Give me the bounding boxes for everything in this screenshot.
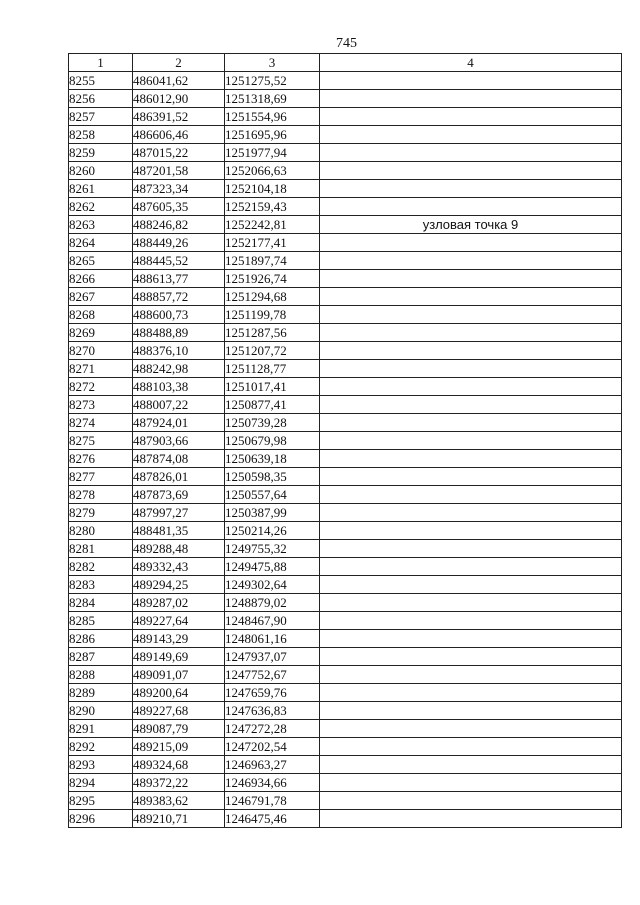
x-coordinate-cell: 487924,01 — [133, 414, 225, 432]
table-row — [69, 270, 622, 288]
y-coordinate-cell: 1248467,90 — [225, 612, 320, 630]
table-row — [69, 342, 622, 360]
y-coordinate-cell: 1246475,46 — [225, 810, 320, 828]
x-coordinate-cell: 488449,26 — [133, 234, 225, 252]
x-coordinate-cell: 487605,35 — [133, 198, 225, 216]
note-cell — [320, 198, 622, 216]
point-number-cell: 8273 — [69, 396, 133, 414]
table-row — [69, 594, 622, 612]
x-coordinate-cell: 489227,68 — [133, 702, 225, 720]
x-coordinate-cell: 488007,22 — [133, 396, 225, 414]
x-coordinate-cell: 489091,07 — [133, 666, 225, 684]
note-cell — [320, 666, 622, 684]
point-number-cell: 8259 — [69, 144, 133, 162]
note-cell — [320, 792, 622, 810]
table-header-row — [69, 54, 622, 72]
table-row — [69, 432, 622, 450]
table-row — [69, 252, 622, 270]
note-cell — [320, 342, 622, 360]
note-cell — [320, 162, 622, 180]
note-cell — [320, 144, 622, 162]
point-number-cell: 8260 — [69, 162, 133, 180]
point-number-cell: 8295 — [69, 792, 133, 810]
table-row — [69, 324, 622, 342]
note-cell — [320, 504, 622, 522]
x-coordinate-cell: 488376,10 — [133, 342, 225, 360]
y-coordinate-cell: 1251294,68 — [225, 288, 320, 306]
table-row — [69, 360, 622, 378]
x-coordinate-cell: 489332,43 — [133, 558, 225, 576]
x-coordinate-cell: 488103,38 — [133, 378, 225, 396]
y-coordinate-cell: 1251017,41 — [225, 378, 320, 396]
table-row — [69, 666, 622, 684]
point-number-cell: 8277 — [69, 468, 133, 486]
x-coordinate-cell: 487826,01 — [133, 468, 225, 486]
x-coordinate-cell: 489287,02 — [133, 594, 225, 612]
table-row — [69, 396, 622, 414]
y-coordinate-cell: 1249755,32 — [225, 540, 320, 558]
y-coordinate-cell: 1250387,99 — [225, 504, 320, 522]
point-number-cell: 8267 — [69, 288, 133, 306]
point-number-cell: 8284 — [69, 594, 133, 612]
x-coordinate-cell: 488488,89 — [133, 324, 225, 342]
y-coordinate-cell: 1249475,88 — [225, 558, 320, 576]
x-coordinate-cell: 487201,58 — [133, 162, 225, 180]
y-coordinate-cell: 1247659,76 — [225, 684, 320, 702]
note-cell — [320, 270, 622, 288]
note-cell — [320, 252, 622, 270]
x-coordinate-cell: 489215,09 — [133, 738, 225, 756]
y-coordinate-cell: 1250679,98 — [225, 432, 320, 450]
table-row — [69, 810, 622, 828]
x-coordinate-cell: 487903,66 — [133, 432, 225, 450]
point-number-cell: 8281 — [69, 540, 133, 558]
y-coordinate-cell: 1251128,77 — [225, 360, 320, 378]
note-cell — [320, 396, 622, 414]
note-cell — [320, 594, 622, 612]
note-cell — [320, 378, 622, 396]
y-coordinate-cell: 1251695,96 — [225, 126, 320, 144]
note-cell — [320, 648, 622, 666]
table-row — [69, 576, 622, 594]
table-row — [69, 684, 622, 702]
y-coordinate-cell: 1251977,94 — [225, 144, 320, 162]
y-coordinate-cell: 1247272,28 — [225, 720, 320, 738]
table-row — [69, 720, 622, 738]
note-cell — [320, 486, 622, 504]
point-number-cell: 8271 — [69, 360, 133, 378]
table-row — [69, 450, 622, 468]
table-row — [69, 108, 622, 126]
table-row — [69, 756, 622, 774]
table-row — [69, 774, 622, 792]
point-number-cell: 8268 — [69, 306, 133, 324]
table-row — [69, 378, 622, 396]
y-coordinate-cell: 1246791,78 — [225, 792, 320, 810]
note-cell — [320, 72, 622, 90]
x-coordinate-cell: 488600,73 — [133, 306, 225, 324]
note-cell — [320, 702, 622, 720]
point-number-cell: 8279 — [69, 504, 133, 522]
table-body — [69, 72, 622, 828]
y-coordinate-cell: 1250639,18 — [225, 450, 320, 468]
note-cell — [320, 756, 622, 774]
point-number-cell: 8296 — [69, 810, 133, 828]
table-row — [69, 486, 622, 504]
table-row — [69, 612, 622, 630]
point-number-cell: 8283 — [69, 576, 133, 594]
table-row — [69, 522, 622, 540]
x-coordinate-cell: 488857,72 — [133, 288, 225, 306]
point-number-cell: 8262 — [69, 198, 133, 216]
x-coordinate-cell: 489324,68 — [133, 756, 225, 774]
x-coordinate-cell: 489143,29 — [133, 630, 225, 648]
point-number-cell: 8280 — [69, 522, 133, 540]
table-row — [69, 792, 622, 810]
x-coordinate-cell: 489383,62 — [133, 792, 225, 810]
point-number-cell: 8258 — [69, 126, 133, 144]
note-cell — [320, 540, 622, 558]
point-number-cell: 8265 — [69, 252, 133, 270]
table-row — [69, 216, 622, 234]
x-coordinate-cell: 488481,35 — [133, 522, 225, 540]
note-cell — [320, 126, 622, 144]
x-coordinate-cell: 487874,08 — [133, 450, 225, 468]
point-number-cell: 8263 — [69, 216, 133, 234]
point-number-cell: 8272 — [69, 378, 133, 396]
column-header-y: 3 — [225, 54, 320, 72]
note-cell — [320, 234, 622, 252]
note-cell — [320, 180, 622, 198]
y-coordinate-cell: 1246934,66 — [225, 774, 320, 792]
y-coordinate-cell: 1252159,43 — [225, 198, 320, 216]
y-coordinate-cell: 1251926,74 — [225, 270, 320, 288]
y-coordinate-cell: 1247937,07 — [225, 648, 320, 666]
x-coordinate-cell: 488246,82 — [133, 216, 225, 234]
table-row — [69, 630, 622, 648]
point-number-cell: 8289 — [69, 684, 133, 702]
y-coordinate-cell: 1250557,64 — [225, 486, 320, 504]
table-row — [69, 72, 622, 90]
point-number-cell: 8264 — [69, 234, 133, 252]
y-coordinate-cell: 1252242,81 — [225, 216, 320, 234]
table-row — [69, 198, 622, 216]
table-row — [69, 540, 622, 558]
y-coordinate-cell: 1252066,63 — [225, 162, 320, 180]
point-number-cell: 8292 — [69, 738, 133, 756]
y-coordinate-cell: 1251275,52 — [225, 72, 320, 90]
note-cell — [320, 468, 622, 486]
y-coordinate-cell: 1247202,54 — [225, 738, 320, 756]
point-number-cell: 8294 — [69, 774, 133, 792]
y-coordinate-cell: 1246963,27 — [225, 756, 320, 774]
point-number-cell: 8288 — [69, 666, 133, 684]
x-coordinate-cell: 489294,25 — [133, 576, 225, 594]
note-cell — [320, 738, 622, 756]
y-coordinate-cell: 1251207,72 — [225, 342, 320, 360]
point-number-cell: 8275 — [69, 432, 133, 450]
y-coordinate-cell: 1249302,64 — [225, 576, 320, 594]
point-number-cell: 8266 — [69, 270, 133, 288]
note-cell — [320, 306, 622, 324]
point-number-cell: 8257 — [69, 108, 133, 126]
note-cell — [320, 414, 622, 432]
table-row — [69, 126, 622, 144]
x-coordinate-cell: 486391,52 — [133, 108, 225, 126]
point-number-cell: 8255 — [69, 72, 133, 90]
table-row — [69, 90, 622, 108]
y-coordinate-cell: 1247752,67 — [225, 666, 320, 684]
column-header-note: 4 — [320, 54, 622, 72]
y-coordinate-cell: 1250598,35 — [225, 468, 320, 486]
table-row — [69, 306, 622, 324]
y-coordinate-cell: 1250877,41 — [225, 396, 320, 414]
coordinates-table — [68, 53, 622, 828]
table-row — [69, 414, 622, 432]
note-cell — [320, 324, 622, 342]
point-number-cell: 8287 — [69, 648, 133, 666]
point-number-cell: 8293 — [69, 756, 133, 774]
x-coordinate-cell: 488445,52 — [133, 252, 225, 270]
x-coordinate-cell: 489227,64 — [133, 612, 225, 630]
note-cell — [320, 684, 622, 702]
point-number-cell: 8274 — [69, 414, 133, 432]
table-row — [69, 144, 622, 162]
note-cell — [320, 612, 622, 630]
note-cell — [320, 558, 622, 576]
note-cell — [320, 288, 622, 306]
y-coordinate-cell: 1247636,83 — [225, 702, 320, 720]
point-number-cell: 8286 — [69, 630, 133, 648]
table-row — [69, 468, 622, 486]
table-row — [69, 162, 622, 180]
y-coordinate-cell: 1252104,18 — [225, 180, 320, 198]
note-cell — [320, 630, 622, 648]
point-number-cell: 8282 — [69, 558, 133, 576]
table-row — [69, 288, 622, 306]
y-coordinate-cell: 1248061,16 — [225, 630, 320, 648]
x-coordinate-cell: 487997,27 — [133, 504, 225, 522]
note-cell — [320, 522, 622, 540]
y-coordinate-cell: 1251897,74 — [225, 252, 320, 270]
table-row — [69, 648, 622, 666]
table-row — [69, 180, 622, 198]
x-coordinate-cell: 488242,98 — [133, 360, 225, 378]
y-coordinate-cell: 1251318,69 — [225, 90, 320, 108]
point-number-cell: 8270 — [69, 342, 133, 360]
x-coordinate-cell: 487873,69 — [133, 486, 225, 504]
note-cell — [320, 450, 622, 468]
x-coordinate-cell: 489210,71 — [133, 810, 225, 828]
x-coordinate-cell: 487015,22 — [133, 144, 225, 162]
note-cell — [320, 432, 622, 450]
note-cell — [320, 108, 622, 126]
point-number-cell: 8269 — [69, 324, 133, 342]
x-coordinate-cell: 486041,62 — [133, 72, 225, 90]
table-row — [69, 738, 622, 756]
point-number-cell: 8290 — [69, 702, 133, 720]
x-coordinate-cell: 486606,46 — [133, 126, 225, 144]
point-number-cell: 8276 — [69, 450, 133, 468]
note-cell — [320, 720, 622, 738]
x-coordinate-cell: 486012,90 — [133, 90, 225, 108]
page-number: 745 — [336, 36, 357, 51]
y-coordinate-cell: 1251199,78 — [225, 306, 320, 324]
x-coordinate-cell: 489149,69 — [133, 648, 225, 666]
note-cell — [320, 774, 622, 792]
column-header-point-number: 1 — [69, 54, 133, 72]
point-number-cell: 8256 — [69, 90, 133, 108]
point-number-cell: 8291 — [69, 720, 133, 738]
y-coordinate-cell: 1251287,56 — [225, 324, 320, 342]
table-row — [69, 234, 622, 252]
y-coordinate-cell: 1252177,41 — [225, 234, 320, 252]
table-row — [69, 702, 622, 720]
y-coordinate-cell: 1250214,26 — [225, 522, 320, 540]
x-coordinate-cell: 489087,79 — [133, 720, 225, 738]
point-number-cell: 8278 — [69, 486, 133, 504]
x-coordinate-cell: 489288,48 — [133, 540, 225, 558]
note-cell — [320, 576, 622, 594]
column-header-x: 2 — [133, 54, 225, 72]
note-cell — [320, 810, 622, 828]
y-coordinate-cell: 1250739,28 — [225, 414, 320, 432]
x-coordinate-cell: 487323,34 — [133, 180, 225, 198]
table-row — [69, 558, 622, 576]
point-number-cell: 8285 — [69, 612, 133, 630]
point-number-cell: 8261 — [69, 180, 133, 198]
x-coordinate-cell: 488613,77 — [133, 270, 225, 288]
note-cell — [320, 360, 622, 378]
y-coordinate-cell: 1251554,96 — [225, 108, 320, 126]
y-coordinate-cell: 1248879,02 — [225, 594, 320, 612]
table-row — [69, 504, 622, 522]
x-coordinate-cell: 489200,64 — [133, 684, 225, 702]
note-cell — [320, 90, 622, 108]
note-cell: узловая точка 9 — [320, 216, 622, 234]
x-coordinate-cell: 489372,22 — [133, 774, 225, 792]
